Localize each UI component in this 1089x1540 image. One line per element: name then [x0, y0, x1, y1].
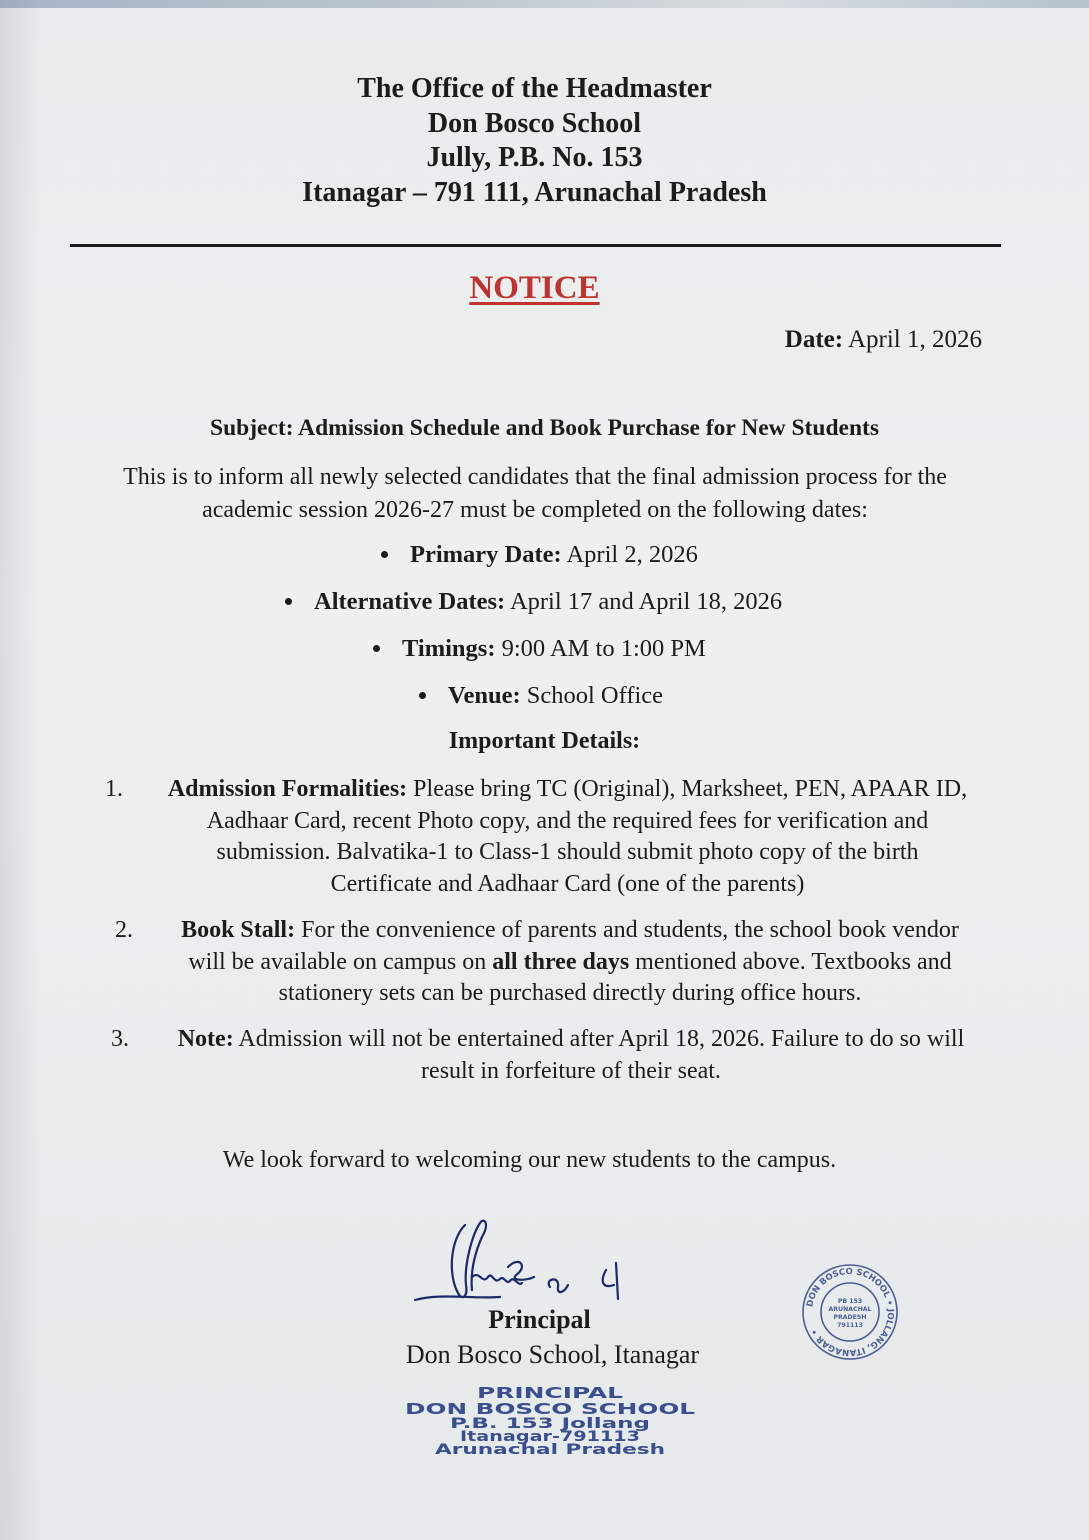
closing-line: We look forward to welcoming our new students to the campus.: [222, 1147, 837, 1173]
important-heading: Important Details:: [448, 728, 641, 754]
detail-line: stationery sets can be purchased directly during office hours.: [278, 980, 862, 1006]
date-value: April 1, 2026: [847, 326, 982, 353]
svg-text:Arunachal Pradesh: Arunachal Pradesh: [435, 1442, 665, 1458]
schedule-label: Venue:: [448, 682, 521, 709]
detail-line: Aadhaar Card, recent Photo copy, and the required fees for verification and: [206, 807, 929, 834]
svg-text:DON BOSCO SCHOOL: DON BOSCO SCHOOL: [405, 1400, 696, 1418]
detail-emphasis: all three days: [492, 948, 630, 975]
signatory-school: Don Bosco School, Itanagar: [405, 1340, 700, 1369]
svg-text:PRADESH: PRADESH: [833, 1314, 867, 1321]
letterhead-office: The Office of the Headmaster: [357, 73, 712, 104]
svg-text:P.B. 153 Jollang: P.B. 153 Jollang: [450, 1416, 650, 1432]
notice-subject: Subject: Admission Schedule and Book Purchase for New Students: [210, 415, 879, 441]
svg-text:Itanagar-791113: Itanagar-791113: [460, 1429, 640, 1445]
school-seal: [800, 1262, 900, 1362]
svg-text:PRINCIPAL: PRINCIPAL: [477, 1384, 624, 1402]
schedule-value: School Office: [526, 682, 664, 709]
letterhead-city: Itanagar – 791 111, Arunachal Pradesh: [302, 176, 767, 208]
schedule-value: April 2, 2026: [566, 541, 698, 568]
svg-text:791113: 791113: [837, 1322, 863, 1329]
detail-number: 1.: [105, 776, 123, 802]
schedule-value: 9:00 AM to 1:00 PM: [501, 635, 706, 662]
bullet-icon: [381, 551, 388, 558]
detail-text: [135, 774, 1000, 900]
schedule-item: [285, 588, 782, 616]
bullet-icon: [419, 692, 426, 699]
svg-text:DON BOSCO SCHOOL • JOLLANG, IT: DON BOSCO SCHOOL • JOLLANG, ITANAGAR •: [805, 1266, 896, 1358]
detail-line: submission. Balvatika-1 to Class-1 should submit photo copy of the birth: [216, 839, 919, 865]
detail-line: mentioned above. Textbooks and: [635, 948, 952, 975]
schedule-value: April 17 and April 18, 2026: [509, 588, 783, 615]
detail-label: Book Stall:: [181, 917, 296, 943]
schedule-item: [419, 682, 663, 710]
detail-label: Admission Formalities:: [167, 776, 408, 802]
detail-line: Admission will not be entertained after April 18, 2026. Failure to do so will: [238, 1026, 965, 1052]
letterhead: [0, 72, 1089, 210]
detail-line: result in forfeiture of their seat.: [421, 1057, 721, 1084]
detail-number: 3.: [111, 1026, 129, 1052]
signatory-title: Principal: [488, 1305, 591, 1334]
detail-label: Note:: [177, 1026, 234, 1052]
bullet-icon: [373, 645, 380, 652]
schedule-label: Timings:: [402, 635, 496, 662]
principal-rubber-stamp: [395, 1383, 705, 1458]
detail-text: [141, 1024, 1001, 1087]
detail-line: For the convenience of parents and students, the school book vendor: [301, 917, 959, 943]
date-label: Date:: [784, 326, 844, 353]
detail-line: Please bring TC (Original), Marksheet, PEN, APAAR ID,: [413, 776, 968, 802]
detail-item: [111, 1024, 1001, 1087]
schedule-item: [373, 635, 706, 663]
detail-line: Certificate and Aadhaar Card (one of the parents): [330, 870, 805, 897]
detail-item: [115, 915, 995, 1010]
svg-text:PB 153: PB 153: [837, 1298, 863, 1305]
letterhead-school: Don Bosco School: [427, 107, 642, 139]
letterhead-address: Jully, P.B. No. 153: [426, 142, 643, 173]
schedule-label: Primary Date:: [410, 541, 562, 568]
svg-text:ARUNACHAL: ARUNACHAL: [828, 1306, 872, 1313]
notice-title: NOTICE: [469, 270, 600, 306]
detail-item: [105, 774, 1000, 900]
intro-paragraph: This is to inform all newly selected candidates that the final admission process for the academic session 2026-27 must be completed on the following dates:: [123, 464, 947, 523]
bullet-icon: [285, 598, 292, 605]
page-top-edge: [0, 0, 1089, 8]
detail-text: [145, 915, 995, 1010]
header-divider: [70, 244, 1001, 247]
notice-date: [785, 326, 982, 354]
detail-line: will be available on campus on: [188, 948, 487, 975]
schedule-label: Alternative Dates:: [314, 588, 506, 615]
detail-number: 2.: [115, 917, 133, 943]
schedule-item: [381, 541, 698, 569]
